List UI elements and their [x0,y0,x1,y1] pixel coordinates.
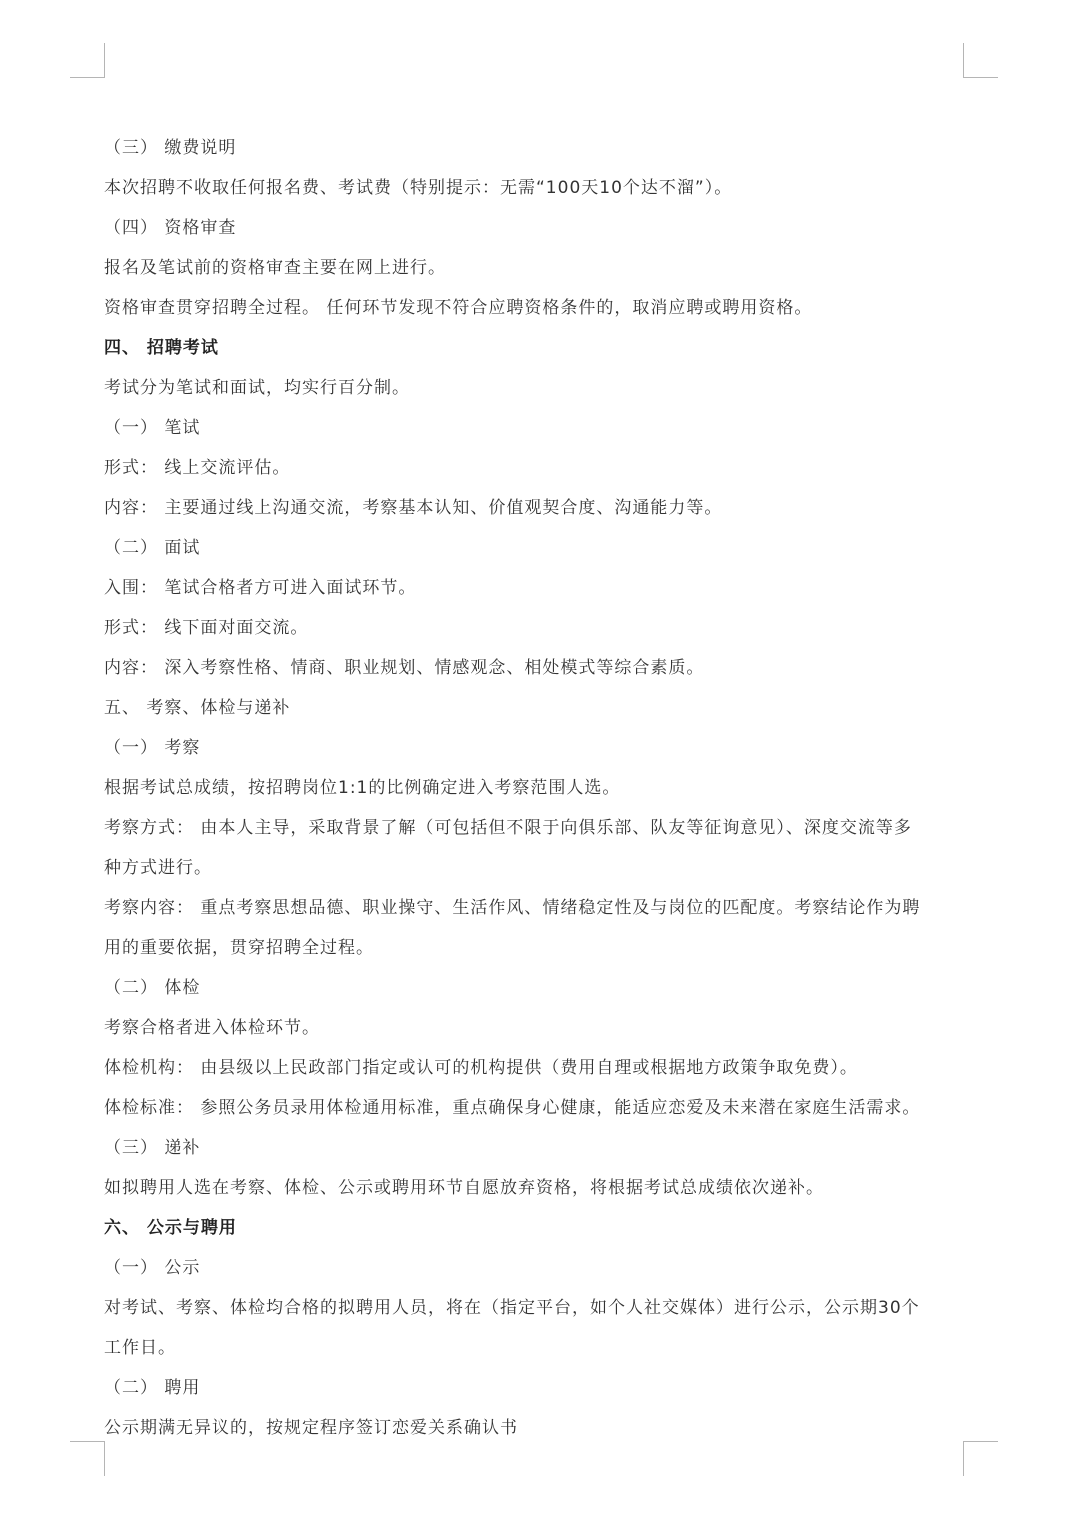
paragraph: 内容： 深入考察性格、情商、职业规划、情感观念、相处模式等综合素质。 [104,658,705,678]
section-heading: （三） 缴费说明 [104,138,237,158]
paragraph: 根据考试总成绩，按招聘岗位1:1的比例确定进入考察范围人选。 [104,778,621,798]
crop-mark-top-right [963,43,998,78]
paragraph: 入围： 笔试合格者方可进入面试环节。 [104,578,417,598]
paragraph: 体检标准： 参照公务员录用体检通用标准，重点确保身心健康，能适应恋爱及未来潜在家庭生活需求。 [104,1098,921,1118]
paragraph: 本次招聘不收取任何报名费、考试费（特别提示：无需“100天10个达不溜”）。 [104,178,733,198]
chapter-heading: 五、 考察、体检与递补 [104,698,291,718]
section-heading: （三） 递补 [104,1138,201,1158]
section-heading: （二） 聘用 [104,1378,201,1398]
section-heading: （一） 公示 [104,1258,201,1278]
crop-mark-top-left [70,43,105,78]
chapter-heading: 六、 公示与聘用 [104,1218,237,1238]
section-heading: （二） 体检 [104,978,201,998]
paragraph: 形式： 线下面对面交流。 [104,618,309,638]
paragraph: 考试分为笔试和面试，均实行百分制。 [104,378,410,398]
section-heading: （二） 面试 [104,538,201,558]
paragraph-continuation: 工作日。 [104,1338,176,1358]
crop-mark-bottom-left [70,1441,105,1476]
section-heading: （一） 笔试 [104,418,201,438]
paragraph: 形式： 线上交流评估。 [104,458,291,478]
paragraph: 考察方式： 由本人主导，采取背景了解（可包括但不限于向俱乐部、队友等征询意见）、深度交流等多 [104,818,912,838]
section-heading: （四） 资格审查 [104,218,237,238]
paragraph: 内容： 主要通过线上沟通交流，考察基本认知、价值观契合度、沟通能力等。 [104,498,723,518]
paragraph: 考察合格者进入体检环节。 [104,1018,320,1038]
paragraph: 资格审查贯穿招聘全过程。 任何环节发现不符合应聘资格条件的，取消应聘或聘用资格。 [104,298,813,318]
paragraph: 报名及笔试前的资格审查主要在网上进行。 [104,258,446,278]
paragraph: 如拟聘用人选在考察、体检、公示或聘用环节自愿放弃资格，将根据考试总成绩依次递补。 [104,1178,824,1198]
paragraph: 对考试、考察、体检均合格的拟聘用人员，将在（指定平台，如个人社交媒体）进行公示，公示期30个 [104,1298,920,1318]
document-body [104,128,972,1448]
paragraph-continuation: 种方式进行。 [104,858,212,878]
paragraph: 体检机构： 由县级以上民政部门指定或认可的机构提供（费用自理或根据地方政策争取免费）。 [104,1058,858,1078]
paragraph: 公示期满无异议的，按规定程序签订恋爱关系确认书 [104,1418,518,1438]
paragraph: 考察内容： 重点考察思想品德、职业操守、生活作风、情绪稳定性及与岗位的匹配度。考察结论作为聘 [104,898,921,918]
chapter-heading: 四、 招聘考试 [104,338,219,358]
section-heading: （一） 考察 [104,738,201,758]
paragraph-continuation: 用的重要依据，贯穿招聘全过程。 [104,938,374,958]
